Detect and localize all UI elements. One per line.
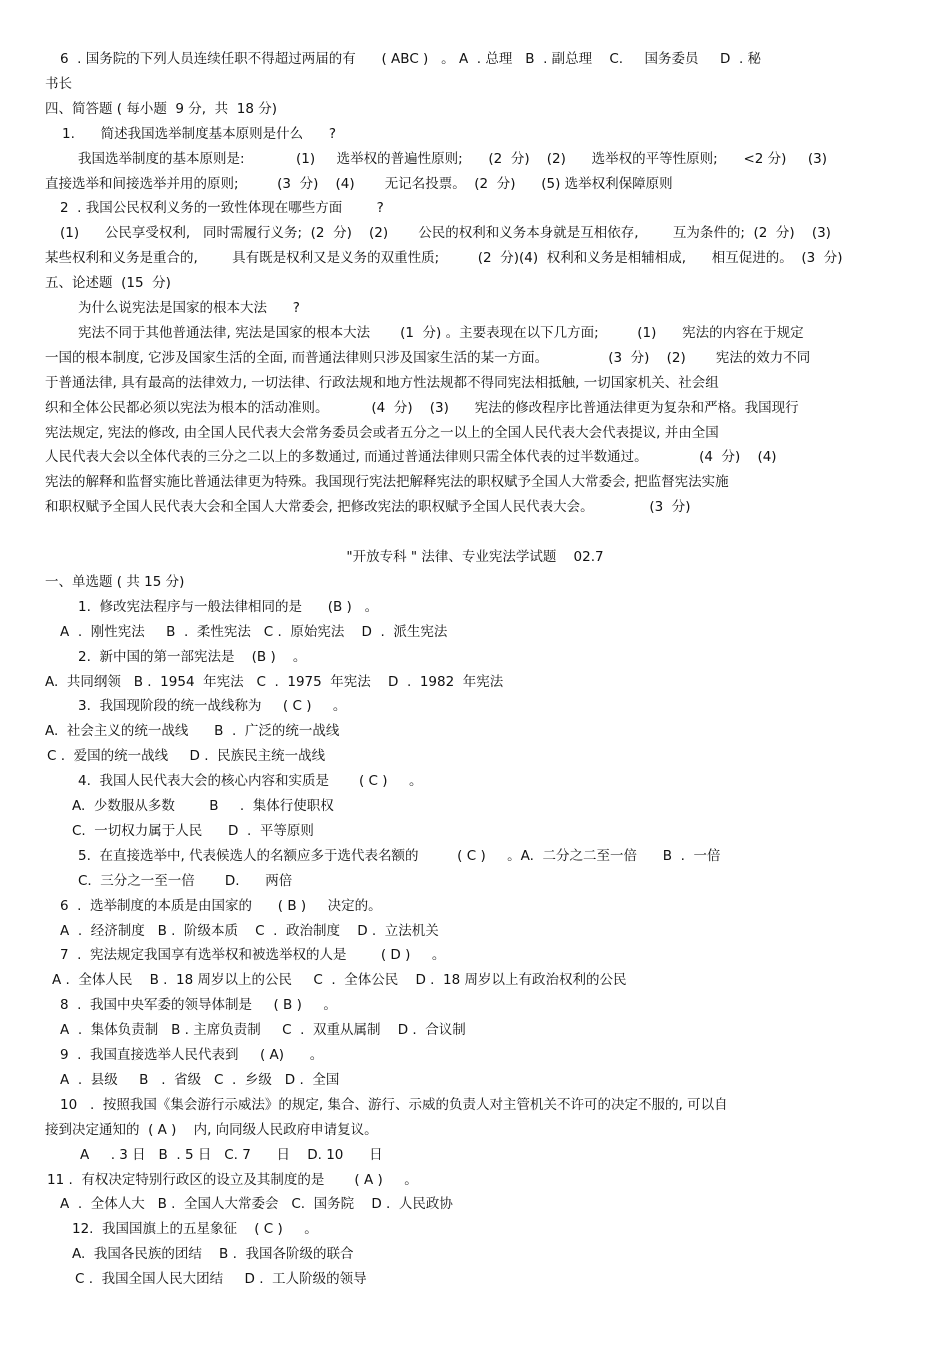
text-line-content: 6 . 国务院的下列人员连续任职不得超过两届的有 ( ABC ) 。 A . 总理 B . 副总理 C. 国务委员 D . 秘 xyxy=(60,51,762,67)
text-line xyxy=(0,445,950,470)
text-line xyxy=(0,943,950,968)
text-line xyxy=(0,1267,950,1292)
text-line xyxy=(0,620,950,645)
text-line xyxy=(0,122,950,147)
text-line-content: 某些权利和义务是重合的, 具有既是权利又是义务的双重性质; (2 分)(4) 权利和义务是相辅相成, 相互促进的。 (3 分) xyxy=(45,250,843,267)
text-line xyxy=(0,470,950,495)
text-line-content: C . 爱国的统一战线 D . 民族民主统一战线 xyxy=(47,748,326,765)
text-line-content: 3. 我国现阶段的统一战线称为 ( C ) 。 xyxy=(78,698,347,715)
text-line xyxy=(0,1217,950,1242)
text-line-content: A . 3 日 B . 5 日 C. 7 日 D. 10 日 xyxy=(80,1146,383,1163)
text-line xyxy=(0,744,950,769)
text-line-content: 直接选举和间接选举并用的原则; (3 分) (4) 无记名投票。 (2 分) (5) 选举权利保障原则 xyxy=(45,175,673,192)
text-line-content: 2. 新中国的第一部宪法是 (B ) 。 xyxy=(78,648,307,665)
text-line xyxy=(0,993,950,1018)
text-line xyxy=(0,371,950,396)
text-line xyxy=(0,421,950,446)
text-line-content: C. 一切权力属于人民 D . 平等原则 xyxy=(72,822,314,839)
text-line xyxy=(0,869,950,894)
text-line-content: 10 . 按照我国《集会游行示威法》的规定, 集合、游行、示威的负责人对主管机关不许可的决定不服的, 可以自 xyxy=(60,1096,728,1113)
text-line-content: 1. 修改宪法程序与一般法律相同的是 (B ) 。 xyxy=(78,598,379,615)
text-line xyxy=(0,769,950,794)
text-line xyxy=(0,645,950,670)
text-line xyxy=(0,719,950,744)
text-line xyxy=(0,1018,950,1043)
text-line xyxy=(0,321,950,346)
text-line-content: 宪法规定, 宪法的修改, 由全国人民代表大会常务委员会或者五分之一以上的全国人民代表大会代表提议, 并由全国 xyxy=(45,424,719,441)
text-line-content: 6 . 选举制度的本质是由国家的 ( B ) 决定的。 xyxy=(60,897,382,914)
text-line-content: 我国选举制度的基本原则是: (1) 选举权的普遍性原则; (2 分) (2) 选举权的平等性原则; <2 分) (3) xyxy=(78,150,827,167)
text-line-content: 织和全体公民都必须以宪法为根本的活动准则。 (4 分) (3) 宪法的修改程序比普通法律更为复杂和严格。我国现行 xyxy=(45,399,799,416)
text-line xyxy=(0,172,950,197)
text-line xyxy=(0,694,950,719)
text-line-content: C . 我国全国人民大团结 D . 工人阶级的领导 xyxy=(75,1271,367,1288)
text-line xyxy=(0,221,950,246)
text-line-content: A. 共同纲领 B . 1954 年宪法 C . 1975 年宪法 D . 1982 年宪法 xyxy=(45,673,504,690)
text-line-content: 人民代表大会以全体代表的三分之二以上的多数通过, 而通过普通法律则只需全体代表的过半数通过。 (4 分) (4) xyxy=(45,449,777,466)
text-line-content: A. 我国各民族的团结 B . 我国各阶级的联合 xyxy=(72,1246,354,1263)
text-line xyxy=(0,196,950,221)
text-line xyxy=(0,844,950,869)
text-line xyxy=(0,296,950,321)
text-line xyxy=(0,495,950,520)
text-line-content: 为什么说宪法是国家的根本大法 ? xyxy=(78,300,300,316)
text-line-content: 7 . 宪法规定我国享有选举权和被选举权的人是 ( D ) 。 xyxy=(60,947,446,964)
text-line xyxy=(0,1143,950,1168)
text-line-content: A . 集体负责制 B . 主席负责制 C . 双重从属制 D . 合议制 xyxy=(60,1022,466,1039)
text-line-content: 接到决定通知的 ( A ) 内, 向同级人民政府申请复议。 xyxy=(45,1121,378,1138)
text-line xyxy=(0,595,950,620)
text-line xyxy=(0,1242,950,1267)
text-line xyxy=(0,919,950,944)
text-line xyxy=(0,1043,950,1068)
text-line-content: A . 县级 B . 省级 C . 乡级 D . 全国 xyxy=(60,1071,340,1088)
text-line-content: 五、论述题 (15 分) xyxy=(45,275,171,292)
text-line-content: 12. 我国国旗上的五星象征 ( C ) 。 xyxy=(72,1221,318,1238)
text-line xyxy=(0,396,950,421)
text-line-content: 1. 简述我国选举制度基本原则是什么 ? xyxy=(62,125,337,142)
text-line-content: 宪法的解释和监督实施比普通法律更为特殊。我国现行宪法把解释宪法的职权赋予全国人大常委会, 把监督宪法实施 xyxy=(45,474,729,491)
text-line-content: 四、简答题 ( 每小题 9 分, 共 18 分) xyxy=(45,100,278,117)
text-line-content: 一、单选题 ( 共 15 分) xyxy=(45,573,185,590)
text-line xyxy=(0,968,950,993)
text-line-content: 5. 在直接选举中, 代表候选人的名额应多于选代表名额的 ( C ) 。A. 二分之二至一倍 B . 一倍 xyxy=(78,847,721,864)
text-line-content: 书长 xyxy=(45,75,72,92)
text-line-content: (1) 公民享受权利, 同时需履行义务; (2 分) (2) 公民的权利和义务本身就是互相依存, 互为条件的; (2 分) (3) xyxy=(60,225,831,242)
text-line-content: A . 全体人民 B . 18 周岁以上的公民 C . 全体公民 D . 18 周岁以上有政治权利的公民 xyxy=(52,972,627,989)
text-line xyxy=(0,1168,950,1193)
text-line xyxy=(0,47,950,72)
text-line xyxy=(0,670,950,695)
text-line xyxy=(0,794,950,819)
text-line xyxy=(0,1093,950,1118)
text-line xyxy=(0,246,950,271)
text-line xyxy=(0,1068,950,1093)
text-line-content: 宪法不同于其他普通法律, 宪法是国家的根本大法 (1 分) 。主要表现在以下几方面; (1) 宪法的内容在于规定 xyxy=(78,324,804,341)
text-line xyxy=(0,894,950,919)
text-line-content: 和职权赋予全国人民代表大会和全国人大常委会, 把修改宪法的职权赋予全国人民代表大会。 (3 分) xyxy=(45,499,691,516)
text-line xyxy=(0,346,950,371)
text-line-content: "开放专科 " 法律、专业宪法学试题 02.7 xyxy=(346,549,604,565)
text-line-content: A. 社会主义的统一战线 B . 广泛的统一战线 xyxy=(45,723,340,740)
text-line xyxy=(0,1192,950,1217)
text-line-content: 4. 我国人民代表大会的核心内容和实质是 ( C ) 。 xyxy=(78,773,423,790)
text-line-content: 2 . 我国公民权利义务的一致性体现在哪些方面 ? xyxy=(60,200,384,217)
text-line-content: A . 经济制度 B . 阶级本质 C . 政治制度 D . 立法机关 xyxy=(60,922,439,939)
text-line-content: C. 三分之一至一倍 D. 两倍 xyxy=(78,872,293,889)
text-line-content: 于普通法律, 具有最高的法律效力, 一切法律、行政法规和地方性法规都不得同宪法相抵触, 一切国家机关、社会组 xyxy=(45,374,719,391)
text-line xyxy=(0,271,950,296)
text-line-content: 9 . 我国直接选举人民代表到 ( A) 。 xyxy=(60,1047,324,1063)
text-line-content: A . 刚性宪法 B . 柔性宪法 C . 原始宪法 D . 派生宪法 xyxy=(60,623,448,640)
document-title xyxy=(0,545,950,570)
text-line-content: 一国的根本制度, 它涉及国家生活的全面, 而普通法律则只涉及国家生活的某一方面。 (3 分) (2) 宪法的效力不同 xyxy=(45,349,811,366)
text-line xyxy=(0,147,950,172)
text-line-content: 8 . 我国中央军委的领导体制是 ( B ) 。 xyxy=(60,997,337,1014)
text-line xyxy=(0,1118,950,1143)
text-line-content: A . 全体人大 B . 全国人大常委会 C. 国务院 D . 人民政协 xyxy=(60,1196,453,1213)
text-line-content: A. 少数服从多数 B . 集体行使职权 xyxy=(72,798,334,814)
text-line xyxy=(0,819,950,844)
text-line xyxy=(0,520,950,545)
text-line xyxy=(0,72,950,97)
text-line xyxy=(0,97,950,122)
text-line xyxy=(0,570,950,595)
text-line-content: 11 . 有权决定特别行政区的设立及其制度的是 ( A ) 。 xyxy=(47,1171,418,1188)
